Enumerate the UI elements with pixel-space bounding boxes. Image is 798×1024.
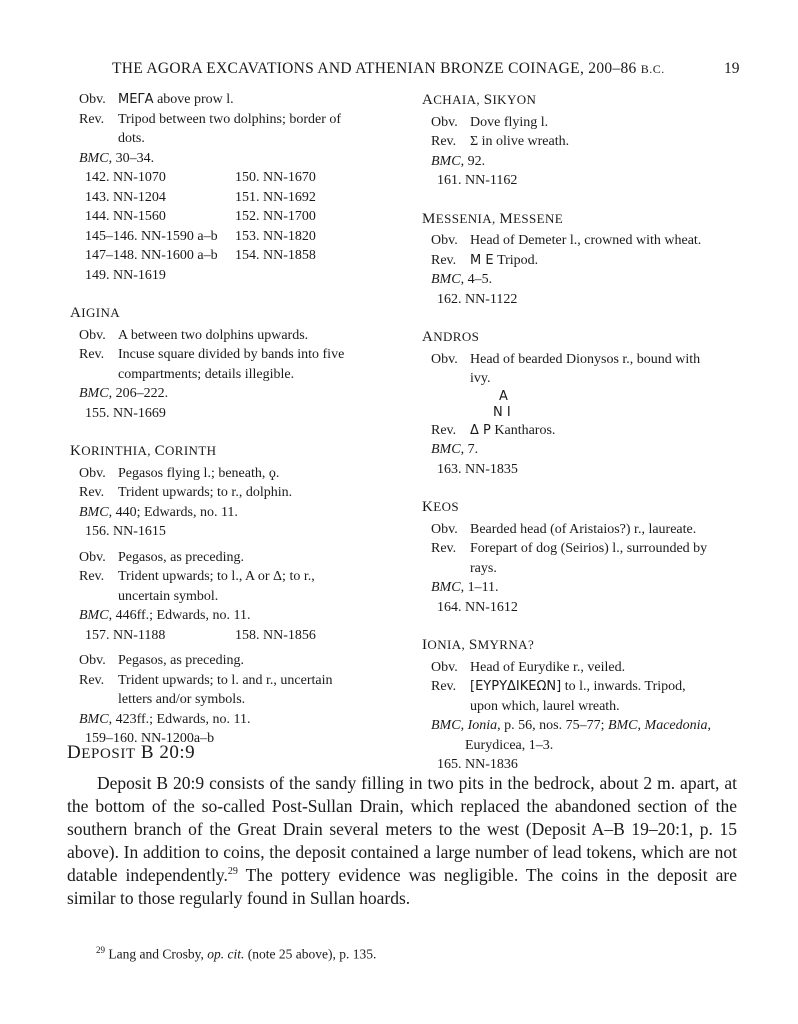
rev-text: Incuse square divided by bands into five — [118, 347, 345, 362]
left-column — [71, 90, 395, 755]
obv-text: Head of Eurydike r., veiled. — [470, 659, 626, 675]
obv-label: Obv. — [431, 233, 458, 248]
body-paragraph — [67, 772, 737, 910]
rev-text-cont: letters and/or symbols. — [118, 692, 246, 707]
rev-text-cont: dots. — [118, 131, 145, 146]
reverse-line — [71, 345, 395, 365]
rev-label: Rev. — [431, 134, 457, 149]
paragraph-text: Deposit B 20:9 consists of the sandy filling in two pits in the bedrock, about 2 m. apart, at the bottom of the so-called Post-Sullan Drain, which replaced the abandoned section of the southern branch of the Great Drain several meters to the west (Deposit A–B 19–20:1, p. 15 above). In addition to coins, the deposit contained a large number of lead tokens, which are not datable independently. — [67, 773, 737, 885]
reverse-line-continued — [71, 587, 395, 607]
obv-text: Bearded head (of Aristaios?) r., laureate. — [470, 521, 697, 537]
rev-legend: Μ Ε — [470, 252, 494, 268]
heading-cap: M — [499, 210, 514, 227]
rev-text: Trident upwards; to l. and r., uncertain — [118, 672, 333, 688]
catalog-item: 164. NN-1612 — [437, 599, 518, 615]
coin-entry-messenia — [423, 209, 743, 310]
obverse-line — [423, 350, 743, 370]
catalog-item: 142. NN-1070 — [85, 170, 166, 185]
catalog-item: 144. NN-1560 — [85, 209, 166, 224]
section-title-number: B 20:9 — [135, 742, 196, 763]
obv-text: above prow l. — [153, 92, 234, 107]
reverse-line-continued — [71, 129, 395, 149]
coin-entry-keos — [423, 497, 743, 617]
reverse-line-continued — [423, 697, 743, 717]
bmc-reference — [423, 578, 743, 598]
reverse-line-continued — [423, 559, 743, 579]
mint-heading — [422, 90, 743, 111]
reverse-line — [423, 677, 743, 697]
obv-text: Head of bearded Dionysos r., bound with — [470, 351, 701, 367]
obverse-line — [71, 651, 395, 671]
mint-heading — [422, 327, 743, 348]
bmc-ref: , 206–222. — [108, 386, 169, 401]
obverse-line — [71, 90, 395, 110]
heading-rest: EOS — [433, 499, 459, 514]
heading-rest: IGINA — [81, 305, 121, 320]
catalog-item: 151. NN-1692 — [235, 189, 316, 205]
catalog-item: 162. NN-1122 — [437, 291, 518, 307]
bmc-ref: , 440; Edwards, no. 11. — [108, 504, 238, 520]
bmc-reference — [71, 710, 395, 730]
catalog-grid — [71, 168, 395, 285]
catalog-item: 161. NN-1162 — [437, 173, 518, 188]
section-title-cap: D — [67, 742, 82, 763]
coin-entry-korinth — [71, 441, 395, 542]
obverse-line — [423, 658, 743, 678]
footnote-ref[interactable]: 29 — [227, 866, 238, 878]
catalog-col-right — [235, 168, 385, 285]
bmc-reference — [423, 440, 743, 460]
coin-entry-athens — [71, 90, 395, 285]
obv-label: Obv. — [79, 327, 106, 343]
bmc-ref: , 30–34. — [108, 150, 155, 166]
bmc-label: BMC — [79, 386, 109, 401]
mint-heading — [422, 497, 743, 518]
obverse-line — [71, 326, 395, 346]
heading-rest: ESSENIA, — [435, 210, 500, 226]
catalog-item: 147–148. NN-1600 a–b — [85, 248, 218, 263]
reverse-line — [71, 671, 395, 691]
catalog-item: 163. NN-1835 — [437, 461, 518, 477]
obverse-line — [423, 520, 743, 540]
rev-label: Rev. — [79, 569, 105, 584]
bmc-label: BMC — [431, 718, 461, 733]
bmc-sep: , — [637, 718, 645, 733]
bmc-ref: , 7. — [460, 442, 479, 457]
reverse-line — [71, 110, 395, 130]
obv-label: Obv. — [431, 114, 458, 130]
running-head — [112, 60, 742, 78]
obv-label: Obv. — [79, 92, 106, 107]
mint-heading — [422, 635, 743, 656]
legend-top: Α — [499, 388, 508, 404]
bmc-region: Ionia — [467, 718, 498, 733]
reverse-line — [71, 483, 395, 503]
obverse-line-continued — [423, 369, 743, 389]
obverse-line — [71, 464, 395, 484]
heading-rest: CHAIA, — [433, 92, 484, 107]
rev-text-cont: compartments; details illegible. — [118, 366, 295, 382]
reverse-line — [71, 567, 395, 587]
obv-text-cont: ivy. — [470, 371, 491, 386]
bmc-label: BMC — [79, 150, 109, 166]
rev-text: Trident upwards; to l., A or Δ; to r., — [118, 569, 315, 584]
catalog-item: 153. NN-1820 — [235, 228, 316, 244]
footnote-text: Lang and Crosby, — [105, 946, 208, 962]
footnote — [96, 945, 736, 963]
heading-cap: M — [422, 210, 436, 227]
rev-text: Tripod between two dolphins; border of — [118, 111, 342, 127]
rev-text: Kantharos. — [490, 422, 556, 438]
bmc-reference — [423, 270, 743, 290]
reverse-line-continued — [71, 365, 395, 385]
coin-entry-aigina — [71, 303, 395, 423]
catalog-item: 157. NN-1188 — [85, 627, 166, 643]
heading-rest: MYRNA? — [477, 637, 535, 652]
rev-label: Rev. — [79, 111, 105, 127]
rev-label: Rev. — [79, 347, 105, 362]
reverse-line — [423, 251, 743, 271]
heading-cap: S — [468, 637, 478, 653]
heading-cap: A — [422, 329, 434, 345]
obv-text: Pegasos, as preceding. — [118, 653, 244, 668]
rev-label: Rev. — [431, 422, 457, 438]
paragraph — [67, 772, 737, 910]
rev-text-cont: uncertain symbol. — [118, 588, 219, 604]
rev-label: Rev. — [431, 541, 457, 556]
mint-heading — [70, 303, 395, 324]
catalog-item: 158. NN-1856 — [235, 627, 316, 643]
obverse-line — [423, 113, 743, 133]
rev-text: Tripod. — [493, 252, 539, 268]
bmc-ref: , — [707, 718, 712, 733]
obv-label: Obv. — [79, 549, 106, 565]
bmc-ref: , 446ff.; Edwards, no. 11. — [108, 608, 251, 623]
rev-legend: [ΕΥΡΥΔΙΚΕΩΝ] — [470, 679, 562, 694]
reverse-line — [423, 539, 743, 559]
reverse-line — [423, 132, 743, 152]
bmc-reference — [71, 149, 395, 169]
heading-cap: A — [70, 305, 82, 321]
obv-label: Obv. — [431, 351, 458, 367]
catalog-col-left — [85, 168, 235, 285]
heading-rest: ESSENE — [513, 210, 564, 226]
bmc-ref: , 423ff.; Edwards, no. 11. — [108, 711, 251, 727]
catalog-item: 152. NN-1700 — [235, 209, 316, 224]
rev-legend: Δ Ρ — [470, 422, 491, 438]
rev-label: Rev. — [431, 252, 457, 268]
rev-text-cont: rays. — [470, 560, 497, 576]
bmc-label: BMC — [431, 272, 461, 287]
bmc-ref: , p. 56, nos. 75–77; — [497, 718, 608, 733]
bmc-ref: , 92. — [460, 153, 486, 169]
obverse-line — [423, 231, 743, 251]
section-title — [67, 742, 195, 764]
catalog-item: 143. NN-1204 — [85, 189, 166, 205]
reverse-line-continued — [71, 690, 395, 710]
obv-label: Obv. — [79, 465, 106, 481]
catalog-item: 154. NN-1858 — [235, 248, 316, 263]
coin-entry-korinth-3 — [71, 651, 395, 749]
heading-rest: ONIA, — [427, 637, 469, 652]
bmc-label: BMC — [431, 153, 461, 169]
heading-rest: ORINTH — [164, 443, 217, 458]
bmc-label: BMC — [607, 718, 638, 733]
obv-text: Pegasos, as preceding. — [118, 549, 244, 565]
obv-text: Dove flying l. — [470, 114, 549, 130]
running-head-era: B.C. — [640, 62, 665, 76]
footnote-italic: op. cit. — [207, 946, 245, 962]
coin-entry-achaia — [423, 90, 743, 191]
bmc-label: BMC — [79, 504, 109, 520]
catalog-item: 145–146. NN-1590 a–b — [85, 228, 218, 244]
legend-bottom: Ν Ι — [493, 404, 511, 420]
catalog-item: 159–160. NN-1200a–b — [85, 731, 215, 746]
right-column — [423, 90, 743, 781]
bmc-region: Macedonia — [644, 718, 708, 733]
coin-entry-korinth-2 — [71, 548, 395, 646]
heading-rest: IKYON — [492, 92, 537, 107]
bmc-label: BMC — [79, 711, 109, 727]
heading-cap: A — [422, 92, 434, 108]
mint-heading — [422, 209, 743, 230]
obv-text: Head of Demeter l., crowned with wheat. — [470, 233, 702, 248]
footnote-text: (note 25 above), p. 135. — [244, 946, 377, 962]
rev-text: Trident upwards; to r., dolphin. — [118, 485, 293, 500]
heading-cap: K — [422, 499, 434, 515]
footnote-number: 29 — [96, 945, 105, 955]
catalog-grid — [71, 626, 395, 646]
catalog-item: 149. NN-1619 — [85, 267, 166, 283]
rev-label: Rev. — [79, 672, 105, 688]
reverse-line — [423, 421, 743, 441]
bmc-reference — [71, 503, 395, 523]
bmc-reference-continued: Eurydicea, 1–3. — [465, 737, 554, 753]
obv-legend: ΜΕΓΑ — [118, 92, 154, 107]
bmc-ref: , 4–5. — [460, 272, 493, 287]
bmc-ref: , 1–11. — [460, 580, 499, 595]
obv-text: Pegasos flying l.; beneath, ϙ. — [118, 465, 280, 481]
obv-label: Obv. — [431, 659, 458, 675]
coin-entry-ionia — [423, 635, 743, 775]
heading-cap: C — [154, 443, 165, 459]
heading-cap: I — [422, 637, 428, 653]
mint-heading — [70, 441, 395, 462]
bmc-reference — [71, 384, 395, 404]
catalog-item: 156. NN-1615 — [85, 524, 166, 539]
heading-rest: NDROS — [433, 329, 480, 344]
catalog-item: 150. NN-1670 — [235, 170, 316, 185]
rev-text: Forepart of dog (Seirios) l., surrounded by — [470, 541, 708, 556]
bmc-reference — [423, 152, 743, 172]
heading-cap: K — [70, 443, 82, 459]
page-number: 19 — [724, 60, 740, 77]
rev-label: Rev. — [79, 485, 105, 500]
section-title-rest: EPOSIT — [81, 746, 136, 762]
catalog-item: 165. NN-1836 — [437, 757, 518, 772]
obv-label: Obv. — [431, 521, 458, 537]
catalog-item: 155. NN-1669 — [85, 405, 166, 421]
rev-label: Rev. — [431, 679, 457, 694]
heading-cap: S — [483, 92, 493, 108]
coin-entry-andros — [423, 327, 743, 479]
heading-rest: ORINTHIA, — [81, 443, 155, 458]
bmc-reference — [71, 606, 395, 626]
rev-text: Σ in olive wreath. — [470, 134, 570, 149]
bmc-sep: , — [460, 718, 468, 733]
rev-text: to l., inwards. Tripod, — [561, 679, 686, 694]
bmc-label: BMC — [79, 608, 109, 623]
rev-text-cont: upon which, laurel wreath. — [470, 698, 620, 714]
bmc-reference — [423, 716, 743, 736]
bmc-label: BMC — [431, 580, 461, 595]
bmc-label: BMC — [431, 442, 461, 457]
obverse-line — [71, 548, 395, 568]
running-head-title: THE AGORA EXCAVATIONS AND ATHENIAN BRONZE COINAGE, 200–86 — [112, 60, 641, 77]
obv-label: Obv. — [79, 653, 106, 668]
obv-text: A between two dolphins upwards. — [118, 327, 309, 343]
paragraph-text: The pottery evidence was negligible. The coins in the deposit are similar to those regularly found in Sullan hoards. — [67, 865, 738, 908]
